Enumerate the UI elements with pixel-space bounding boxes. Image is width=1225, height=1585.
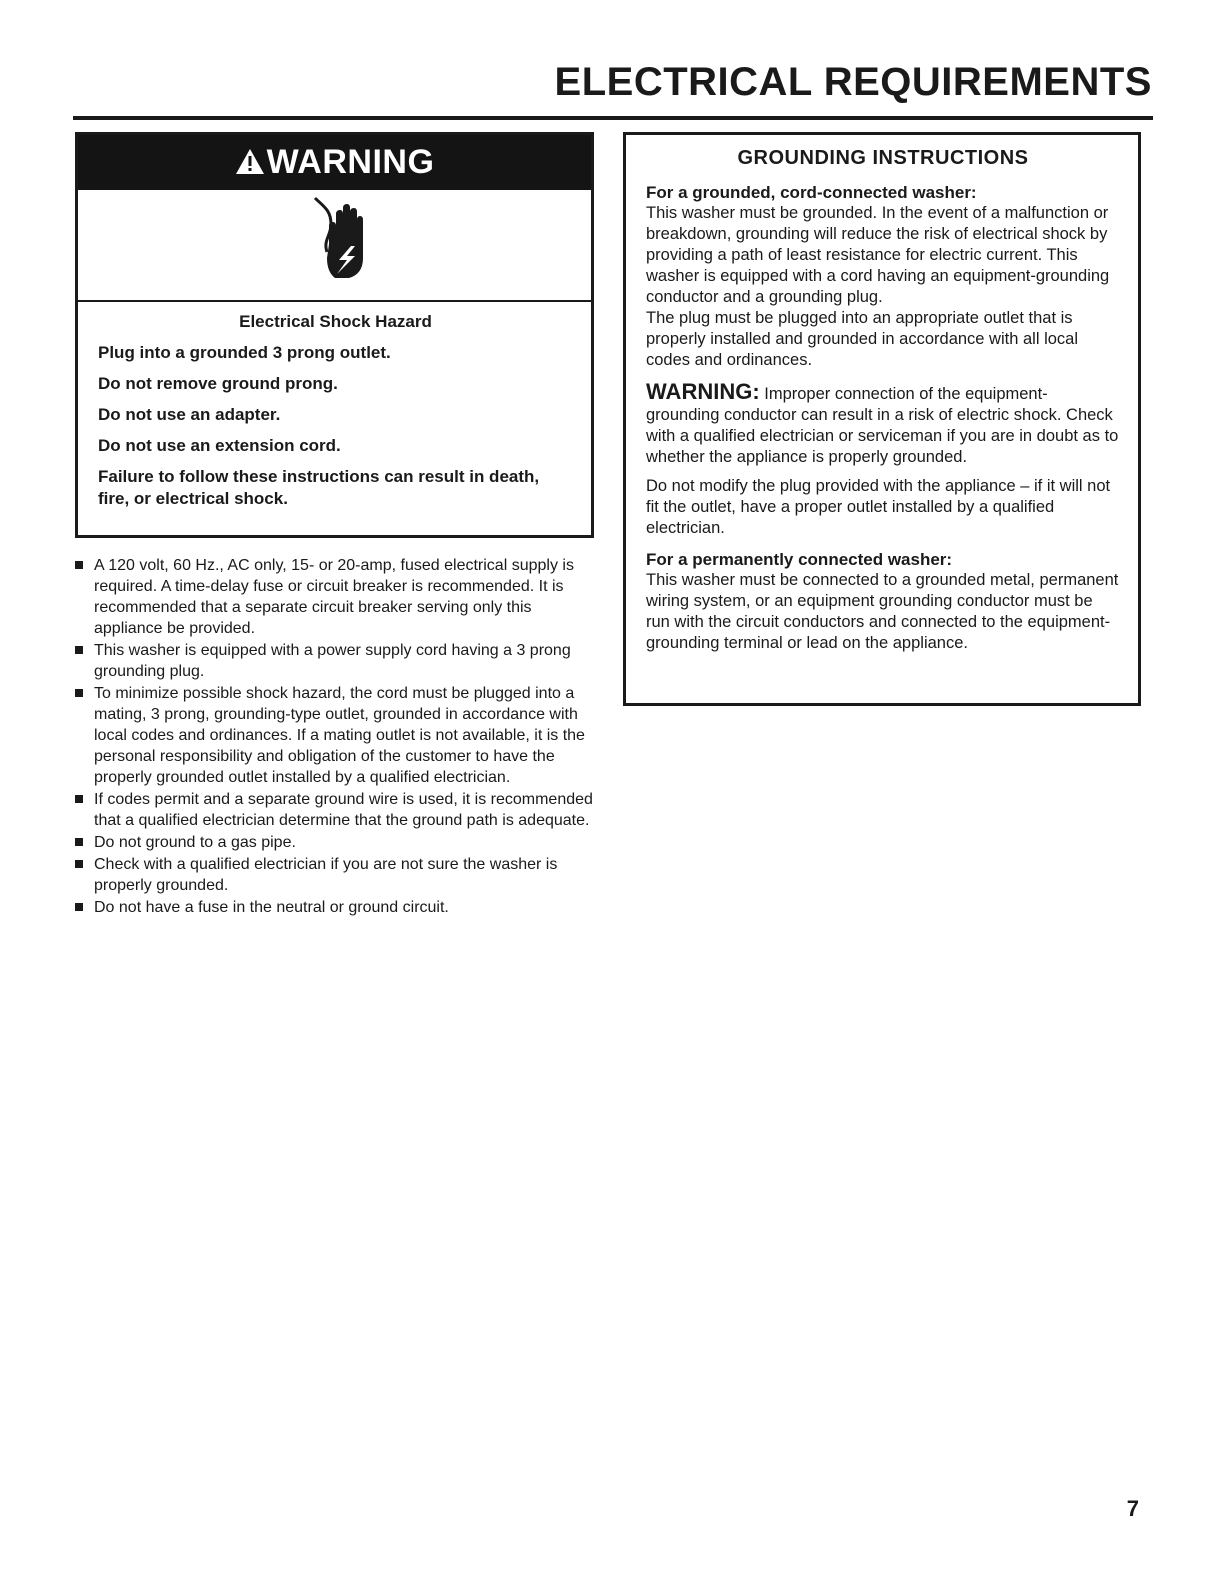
plug-outlet-paragraph: The plug must be plugged into an appropriate outlet that is properly installed and grounded in accordance with all local codes and ordinances.: [646, 309, 1079, 369]
permanent-connected-heading: For a permanently connected washer:: [646, 550, 953, 569]
list-item: If codes permit and a separate ground wire is used, it is recommended that a qualified electrician determine that the ground path is adequate.: [75, 789, 600, 831]
list-item: Do not ground to a gas pipe.: [75, 832, 600, 853]
hazard-icon-area: [78, 190, 591, 302]
warning-line: Failure to follow these instructions can result in death, fire, or electrical shock.: [98, 467, 540, 508]
title-divider: [73, 116, 1153, 120]
warning-header: [78, 135, 591, 190]
cord-connected-heading: For a grounded, cord-connected washer:: [646, 183, 977, 202]
list-item: A 120 volt, 60 Hz., AC only, 15- or 20-amp, fused electrical supply is required. A time-delay fuse or circuit breaker is recommended. It is recommended that a separate circuit breaker serving only this appliance be provided.: [75, 555, 600, 639]
grounding-instructions-box: [623, 132, 1141, 706]
list-item: Check with a qualified electrician if you are not sure the washer is properly grounded.: [75, 854, 600, 896]
warning-line: Do not use an adapter.: [98, 405, 281, 424]
bullet-square-icon: [75, 860, 83, 868]
warning-header-label: WARNING: [266, 143, 435, 181]
bullet-square-icon: [75, 903, 83, 911]
grounding-warning-paragraph: [646, 381, 1120, 468]
electrical-shock-hand-icon: [309, 196, 369, 291]
grounding-warning-label: WARNING:: [646, 379, 760, 404]
grounding-warning-text: Improper connection of the equipment-grounding conductor can result in a risk of electric shock. Check with a qualified electrician or serviceman if you are in doubt as to whether the appliance is properly grounded.: [646, 385, 1119, 466]
cord-connected-paragraph: This washer must be grounded. In the event of a malfunction or breakdown, grounding will reduce the risk of electrical shock by providing a path of least resistance for electric current. This washer is equipped with a cord having an equipment-grounding conductor and a grounding plug.: [646, 204, 1110, 306]
bullet-square-icon: [75, 689, 83, 697]
grounding-title: GROUNDING INSTRUCTIONS: [737, 147, 1029, 169]
page-title: ELECTRICAL REQUIREMENTS: [554, 60, 1152, 104]
warning-line: Do not remove ground prong.: [98, 374, 338, 393]
list-item: To minimize possible shock hazard, the cord must be plugged into a mating, 3 prong, grounding-type outlet, grounded in accordance with local codes and ordinances. If a mating outlet is not available, it is the personal responsibility and obligation of the customer to have the properly grounded outlet installed by a qualified electrician.: [75, 683, 600, 788]
page-number: 7: [1126, 1496, 1139, 1521]
bullet-square-icon: [75, 561, 83, 569]
permanent-connected-paragraph: This washer must be connected to a grounded metal, permanent wiring system, or an equipment grounding conductor must be run with the circuit conductors and connected to the equipment-grounding terminal or lead on the appliance.: [646, 571, 1119, 652]
bullet-square-icon: [75, 646, 83, 654]
hazard-title: Electrical Shock Hazard: [239, 312, 432, 331]
alert-triangle-icon: [235, 148, 265, 175]
warning-box: [75, 132, 594, 538]
bullet-square-icon: [75, 838, 83, 846]
warning-line: Plug into a grounded 3 prong outlet.: [98, 343, 391, 362]
modify-plug-paragraph: Do not modify the plug provided with the appliance – if it will not fit the outlet, have a proper outlet installed by a qualified electrician.: [646, 477, 1111, 537]
list-item: Do not have a fuse in the neutral or ground circuit.: [75, 897, 600, 918]
list-item: This washer is equipped with a power supply cord having a 3 prong grounding plug.: [75, 640, 600, 682]
requirements-list: [75, 555, 600, 919]
warning-line: Do not use an extension cord.: [98, 436, 341, 455]
bullet-square-icon: [75, 795, 83, 803]
